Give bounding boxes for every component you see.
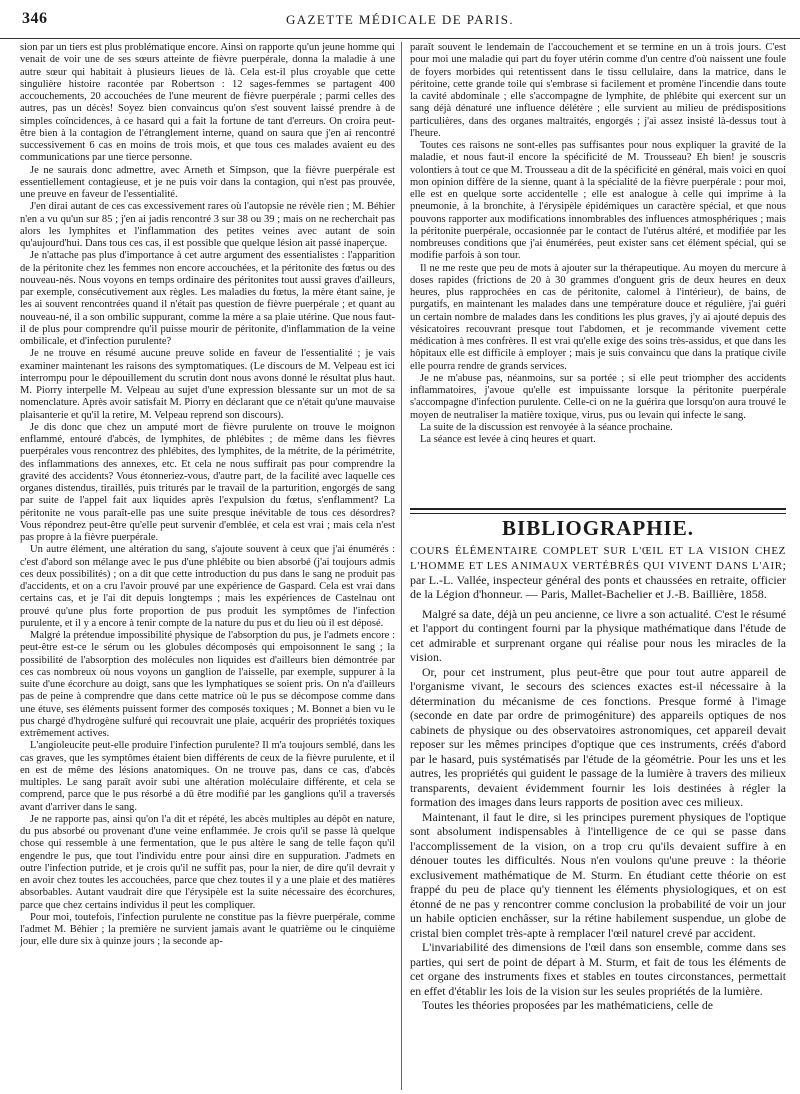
paragraph: Pour moi, toutefois, l'infection purulente ne constitue pas la fièvre puerpérale, comme l'admet M. Béhier ; la première ne survient jamais avant le quatrième ou le cinquième jour, elle dure six à quinze jours ; la seconde ap- bbox=[20, 911, 395, 948]
paragraph: La suite de la discussion est renvoyée à la séance prochaine. bbox=[420, 421, 673, 433]
paragraph: Toutes ces raisons ne sont-elles pas suffisantes pour nous expliquer la gravité de la maladie, et nous faut-il encore la spécificité de M. Trousseau? Eh bien! je souscris volontiers à tout ce que M. Trousseau a dit de la spécificité en général, mais voici en quoi mon opinion diffère de la sienne, quant à la spécialité de la fièvre puerpérale : pour moi, elle est en quelque sorte accidentelle ; elle est analogue à celle qui imprime à la pneumonie, à la bronchite, à l'érysipèle épidémiques un caractère spécial, et que nous pouvons rapporter aux modifications innombrables des influences atmosphériques ; mais la péritonite puerpérale, occasionnée par le contact de l'utérus altéré, et modifiée par les nombreuses conditions que j'ai énumérées, peut exister sans cet élément spécial, qui se modifie parfois à son tour. bbox=[410, 140, 786, 262]
left-column bbox=[20, 42, 395, 1090]
page-header bbox=[0, 0, 800, 39]
paragraph: L'angioleucite peut-elle produire l'infection purulente? Il m'a toujours semblé, dans les cas graves, que les symptômes étaient bien différents de ceux de la fièvre purulente, et il en est de même des lésions anatomiques. On ne trouve pas, dans ce cas, d'abcès multiples. Le sang paraît avoir subi une altération moléculaire différente, et cela se comprend, parce que le pus résorbé a dû être modifié par les ganglions qu'il a traversés avant d'arriver dans le sang. bbox=[20, 740, 395, 813]
review-body bbox=[410, 607, 786, 1013]
right-column bbox=[410, 42, 786, 1090]
paragraph: Je dis donc que chez un amputé mort de fièvre purulente on trouve le moignon enflammé, entouré d'abcès, de lymphites, de phlébites ; de même dans les fièvres puerpérales vous rencontrez des phlébites, des lymphites, de la métrite, de la périmétrite, des inflammations des annexes, etc. Et cela ne nous suffirait pas pour comprendre la gravité des accidents? Vous étonneriez-vous, d'autre part, de la facilité avec laquelle ces organes distendus, tiraillés, puis triturés par le travail de la parturition, engorgés de sang par suite de l'appel fait aux liquides après l'expulsion du fœtus, s'enflamment? La péritonite ne vous paraît-elle pas une suite presque inévitable de tous ces désordres? Vous répondrez peut-être qu'elle peut survenir d'emblée, et cela est vrai ; mais cela n'est pas propre à la fièvre puerpérale. bbox=[20, 421, 395, 543]
book-reference bbox=[410, 543, 786, 601]
running-title: GAZETTE MÉDICALE DE PARIS. bbox=[285, 12, 515, 27]
paragraph: La séance est levée à cinq heures et quart. bbox=[420, 434, 596, 445]
paragraph: paraît souvent le lendemain de l'accouchement et se termine en un à trois jours. C'est pour moi une maladie qui part du foyer utérin comme d'un centre d'où naissent une foule de foyers morbides qui retentissent dans le tissu cellulaire, dans la matrice, dans le péritoine, cette grande toile qui s'embrase si facilement et promène l'incendie dans toute la cavité abdominale ; elle s'accompagne de lymphite, de phlébite qui exercent sur un sang déjà dénaturé une influence délétère ; elle survient au milieu de prédispositions particulières, dans des organes maltraités, engorgés ; j'ai assez insisté là-dessus tout à l'heure. bbox=[410, 42, 786, 139]
book-details: ; par L.-L. Vallée, inspecteur général des ponts et chaussées en retraite, officier de la Légion d'honneur. — Paris, Mallet-Bachelier et J.-B. Baillière, 1858. bbox=[410, 557, 786, 601]
section-heading: BIBLIOGRAPHIE. bbox=[502, 516, 694, 541]
paragraph: Je ne saurais donc admettre, avec Arneth et Simpson, que la fièvre puerpérale est essentiellement contagieuse, et je ne puis voir dans la contagion, qui n'est pas prouvée, une preuve en faveur de l'essentialité. bbox=[20, 164, 395, 200]
paragraph: Malgré la prétendue impossibilité physique de l'absorption du pus, je l'admets encore : peut-être est-ce le sérum ou les globules décomposés qui empoisonnent le sang ; la possibilité de l'absorption des molécules non liquides est d'ailleurs bien démontrée par ces cas nombreux où nous voyons un ganglion de l'aisselle, par exemple, suppurer à la suite d'une écorchure au doigt, sans que les lymphatiques se soient pris. On n'a d'ailleurs pas de peine à comprendre que dans cette matrice où le pus se décompose comme dans une étuve, ses éléments puissent former des composés toxiques ; M. Bonnet a bien vu le pus chargé d'hydrogène sulfuré qui recouvrait une plaie, acquérir des propriétés toxiques extrêmement actives. bbox=[20, 630, 395, 739]
paragraph: J'en dirai autant de ces cas excessivement rares où l'autopsie ne révèle rien ; M. Béhier n'en a vu qu'un sur 85 ; j'en ai jadis rencontré 3 sur 38 ou 39 ; mais on ne recherchait pas alors les lymphites et l'inflammation des petites veines avec autant de soin qu'aujourd'hui. Dans tous ces cas, il est possible que quelque lésion ait passé inaperçue. bbox=[20, 201, 395, 249]
paragraph: Toutes les théories proposées par les mathématiciens, celle de bbox=[422, 998, 714, 1012]
book-title: COURS ÉLÉMENTAIRE COMPLET SUR L'ŒIL ET LA VISION CHEZ L'HOMME ET LES ANIMAUX VERTÉBRÉS QUI VIVENT DANS L'AIR bbox=[410, 544, 786, 572]
paragraph: L'invariabilité des dimensions de l'œil dans son ensemble, comme dans ses parties, qui sert de point de départ à M. Sturm, et fait de tous les éléments de cet organe des instruments fixes et stables en toutes circonstances, permettait en effet d'établir les lois de la vision sur les seules propriétés de la lumière. bbox=[410, 940, 786, 998]
paragraph: Malgré sa date, déjà un peu ancienne, ce livre a son actualité. C'est le résumé et l'apport du contingent fourni par la physique mathématique dans l'étude de cet admirable et surprenant organe qui réalise pour nous les miracles de la vision. bbox=[410, 606, 786, 664]
paragraph: Je ne m'abuse pas, néanmoins, sur sa portée ; si elle peut triompher des accidents inflammatoires, j'avoue qu'elle est impuissante lorsque la péritonite puerpérale s'accompagne d'infection purulente. Celle-ci on ne la guérira que lorsqu'on aura trouvé le moyen de neutraliser la matière toxique, virus, pus ou levain qui infecte le sang. bbox=[410, 372, 786, 421]
paragraph: Un autre élément, une altération du sang, s'ajoute souvent à ceux que j'ai énumérés : c'est d'abord son mélange avec le pus d'une phlébite ou bien absorbé (j'ai toujours admis ces deux possibilités) ; on a dit que cette introduction du pus dans le sang ne produit pas d'accidents, et on a cru l'avoir prouvé par une expérience de Gaspard. Cela est vrai dans certains cas, et je l'ai dit depuis longtemps ; mais les expériences de Castelnau ont prouvé qu'une plus forte proportion de pus produit les symptômes de l'infection purulente, et il y a encore à tenir compte de la nature du pus et du lieu où il est déposé. bbox=[20, 544, 395, 629]
section-divider bbox=[410, 508, 786, 514]
paragraph: Or, pour cet instrument, plus peut-être que pour tout autre appareil de l'organisme vivant, le secours des sciences exactes est-il nécessaire à la détermination du mécanisme de ces fonctions. Presque formé à l'image (seconde en date par ordre de primogéniture) des appareils optiques de nos cabinets de physique ou des observatoires astronomiques, cet appareil devait reposer sur les mêmes principes d'optique que ces instruments, créés d'abord par le hasard, puis systématisés par l'étude de la géométrie. Pour les uns et les autres, les propriétés qui guident le passage de la lumière à travers des milieux transparents, devaient évidemment fournir les lois destinées à régler la formation des images dans leurs rapports de position avec ces milieux. bbox=[410, 664, 786, 809]
page-number: 346 bbox=[22, 10, 48, 27]
paragraph: sion par un tiers est plus problématique encore. Ainsi on rapporte qu'un jeune homme qui venait de voir une de ses sœurs atteinte de fièvre puerpérale, donna la maladie à une autre sœur qui habitait à plusieurs lieues de là. Cela est-il plus croyable que cette singulière histoire racontée par Robertson : 12 sages-femmes se partagent 400 accouchements, 20 accouchées de l'une meurent de fièvre puerpérale ; parmi celles des autres, pas un décès! Soyez bien convaincus qu'on s'est souvent laissé prendre à de simples coïncidences, à ce hasard qui a fait la fortune de tant d'erreurs. On croira peut-être bien à la contagion de l'étranglement interne, quand on saura que j'en ai rencontré successivement 6 cas en moins de trois mois, et que tous ces malades avaient eu des communications par une tierce personne. bbox=[20, 42, 395, 164]
paragraph: Je n'attache pas plus d'importance à cet autre argument des essentialistes : l'apparition de la péritonite chez les femmes non encore accouchées, et la péritonite des fœtus ou des nouveau-nés. Nous voyons en temps ordinaire des péritonites tout aussi graves d'ailleurs, par exemple, consécutivement aux règles. Les maladies du fœtus, la mère étant saine, je les ai souvent rencontrées quand il n'était pas question de fièvre puerpérale ; et quant au nouveau-né, il a son ombilic suppurant, comme la mère a sa plaie utérine. Que nous faut-il de plus pour comprendre qu'il puisse mourir de péritonite, d'inflammation de la veine ombilicale, et d'infection purulente? bbox=[20, 250, 395, 347]
column-divider bbox=[401, 42, 402, 1090]
paragraph: Il ne me reste que peu de mots à ajouter sur la thérapeutique. Au moyen du mercure à doses rapides (frictions de 20 à 30 grammes d'onguent gris de deux heures en deux heures, plus rapprochées en cas de péritonite, calomel à l'intérieur), de bains, de purgatifs, en maintenant les malades dans une température douce et régulière, j'ai guéri un certain nombre de malades dans les conditions les plus graves, j'y ai ajouté depuis des vésicatoires recouvrant presque tout l'abdomen, et je recommande vivement cette médication à mes confrères. Il est vrai qu'elle exige des soins très-assidus, et que dans les hôpitaux elle est difficile à employer ; mais je suis convaincu que dans la pratique civile elle pourra rendre de grands services. bbox=[410, 262, 786, 372]
paragraph: Je ne rapporte pas, ainsi qu'on l'a dit et répété, les abcès multiples au dépôt en nature, du pus absorbé ou provenant d'une veine enflammée. Je crois qu'il se passe là quelque chose qui ressemble à une fermentation, que le pus altère le sang de telle façon qu'il engendre le pus, que tout l'individu entre pour ainsi dire en suppuration. J'admets en outre l'infection putride, et je crois qu'il ne suffit pas, pour la nier, de dire qu'il devrait y en avoir chez toutes les accouchées, parce que chez toutes il y a une plaie et des matières absorbables. Autant vaudrait dire que l'érysipèle est la suite nécessaire des écorchures, parce que chez certains individus il peut les compliquer. bbox=[20, 813, 395, 911]
paragraph: Maintenant, il faut le dire, si les principes purement physiques de l'optique sont absolument indispensables à l'intelligence de ce qui se passe dans l'accomplissement de la vision, on a trop cru qu'ils devaient suffire à en dénouer toutes les difficultés. Nous n'en voulons qu'une preuve : la théorie exclusivement mathématique de M. Sturm. En étudiant cette théorie on est frappé du peu de place qu'y tiennent les éléments physiologiques, et on est étonné de ne pas y rencontrer comme conclusion la probabilité de voir un jour un habile opticien enchâsser, sur la rétine habilement suspendue, un globe de cristal bien complet très-apte à remplacer l'œil naturel crevé par accident. bbox=[410, 809, 786, 940]
paragraph: Je ne trouve en résumé aucune preuve solide en faveur de l'essentialité ; je vais examiner maintenant les raisons des symptomatiques. (Le discours de M. Velpeau est ici interrompu pour le dépouillement du scrutin dont nous avons donné le résultat plus haut. M. Piorry interpelle M. Velpeau au sujet d'une expression blessante sur un mot de sa nomenclature. Après avoir satisfait M. Piorry en déclarant que ce n'était qu'une mauvaise plaisanterie et qu'il la retire, M. Velpeau reprend son discours). bbox=[20, 348, 395, 421]
